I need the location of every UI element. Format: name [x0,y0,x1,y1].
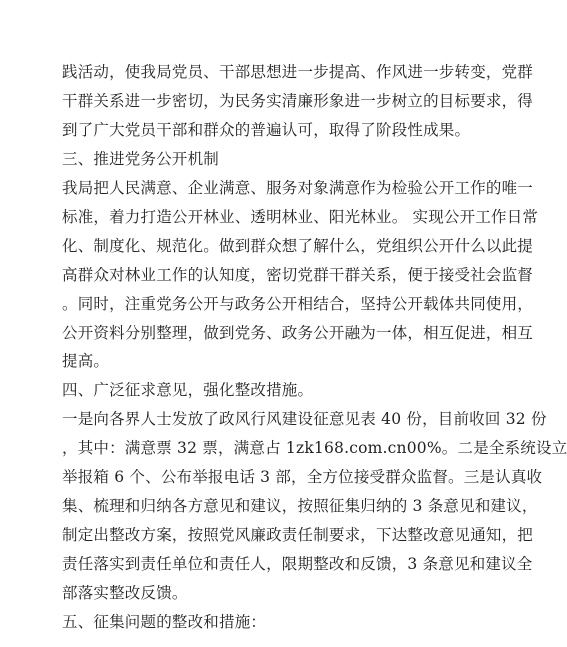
text-line: 我局把人民满意、企业满意、服务对象满意作为检验公开工作的唯一 [62,179,534,197]
text-line: 标准，着力打造公开林业、透明林业、阳光林业。 实现公开工作日常 [62,208,539,226]
text-line: 部落实整改反馈。 [62,584,188,602]
text-line: 集、梳理和归纳各方意见和建议，按照征集归纳的 3 条意见和建议， [62,497,538,515]
section-heading: 三、推进党务公开机制 [62,150,220,168]
section-heading: 五、征集问题的整改和措施： [62,613,267,631]
text-line: 到了广大党员干部和群众的普遍认可，取得了阶段性成果。 [62,121,471,139]
text-line: ，其中：满意票 32 票，满意占 1zk168.com.cn00%。二是全系统设立 [62,439,567,457]
text-line: 公开资料分别整理，做到党务、政务公开融为一体，相互促进，相互 [62,324,534,342]
text-line: 干群关系进一步密切，为民务实清廉形象进一步树立的目标要求，得 [62,92,534,110]
section-heading: 四、广泛征求意见，强化整改措施。 [62,381,314,399]
text-line: 践活动，使我局党员、干部思想进一步提高、作风进一步转变，党群 [62,63,534,81]
text-line: 提高。 [62,352,110,370]
text-line: 高群众对林业工作的认知度，密切党群干群关系，便于接受社会监督 [62,266,534,284]
text-line: 一是向各界人士发放了政风行风建设征意见表 40 份，目前收回 32 份 [62,410,547,428]
text-line: 化、制度化、规范化。做到群众想了解什么，党组织公开什么以此提 [62,237,534,255]
text-line: 制定出整改方案，按照党风廉政责任制要求，下达整改意见通知，把 [62,526,534,544]
text-line: 责任落实到责任单位和责任人，限期整改和反馈，3 条意见和建议全 [62,555,533,573]
text-line: 举报箱 6 个、公布举报电话 3 部，全方位接受群众监督。三是认真收 [62,468,543,486]
text-line: 。同时，注重党务公开与政务公开相结合，坚持公开载体共同使用， [62,295,534,313]
